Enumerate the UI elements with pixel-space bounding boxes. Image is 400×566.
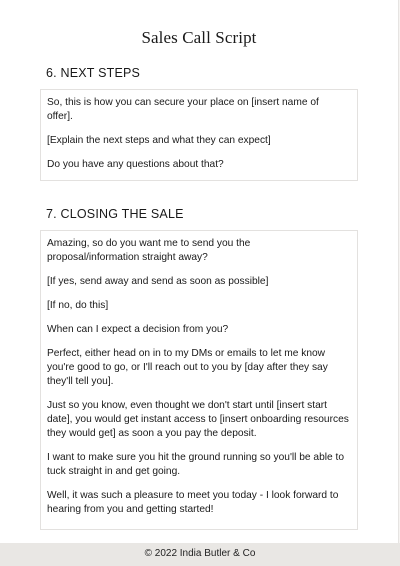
script-paragraph: Perfect, either head on in to my DMs or emails to let me know you're good to go, or I'll reach out to you by [day after they say they'll tell you]. (47, 348, 328, 387)
script-box-next-steps (40, 89, 358, 181)
copyright-footer: © 2022 India Butler & Co (0, 543, 400, 566)
script-paragraph: Amazing, so do you want me to send you the proposal/information straight away? (47, 238, 251, 263)
page-title: Sales Call Script (141, 28, 257, 47)
script-paragraph: [If no, do this] (47, 300, 109, 311)
script-paragraph: Well, it was such a pleasure to meet you today - I look forward to hearing from you and getting started! (47, 490, 339, 515)
section-heading-closing-the-sale: 7. CLOSING THE SALE (46, 207, 184, 221)
script-paragraph: [Explain the next steps and what they can expect] (47, 135, 271, 146)
script-paragraph: [If yes, send away and send as soon as possible] (47, 276, 269, 287)
script-paragraph: So, this is how you can secure your place on [insert name of offer]. (47, 97, 319, 122)
script-paragraph: Just so you know, even thought we don't start until [insert start date], you would get instant access to [insert onboarding resources they would get] as soon a you pay the deposit. (47, 400, 349, 439)
script-paragraph: Do you have any questions about that? (47, 159, 224, 170)
script-paragraph: When can I expect a decision from you? (47, 324, 229, 335)
section-heading-next-steps: 6. NEXT STEPS (46, 66, 141, 80)
script-paragraph: I want to make sure you hit the ground running so you'll be able to tuck straight in and get going. (47, 452, 344, 477)
script-box-closing-the-sale (40, 230, 358, 530)
